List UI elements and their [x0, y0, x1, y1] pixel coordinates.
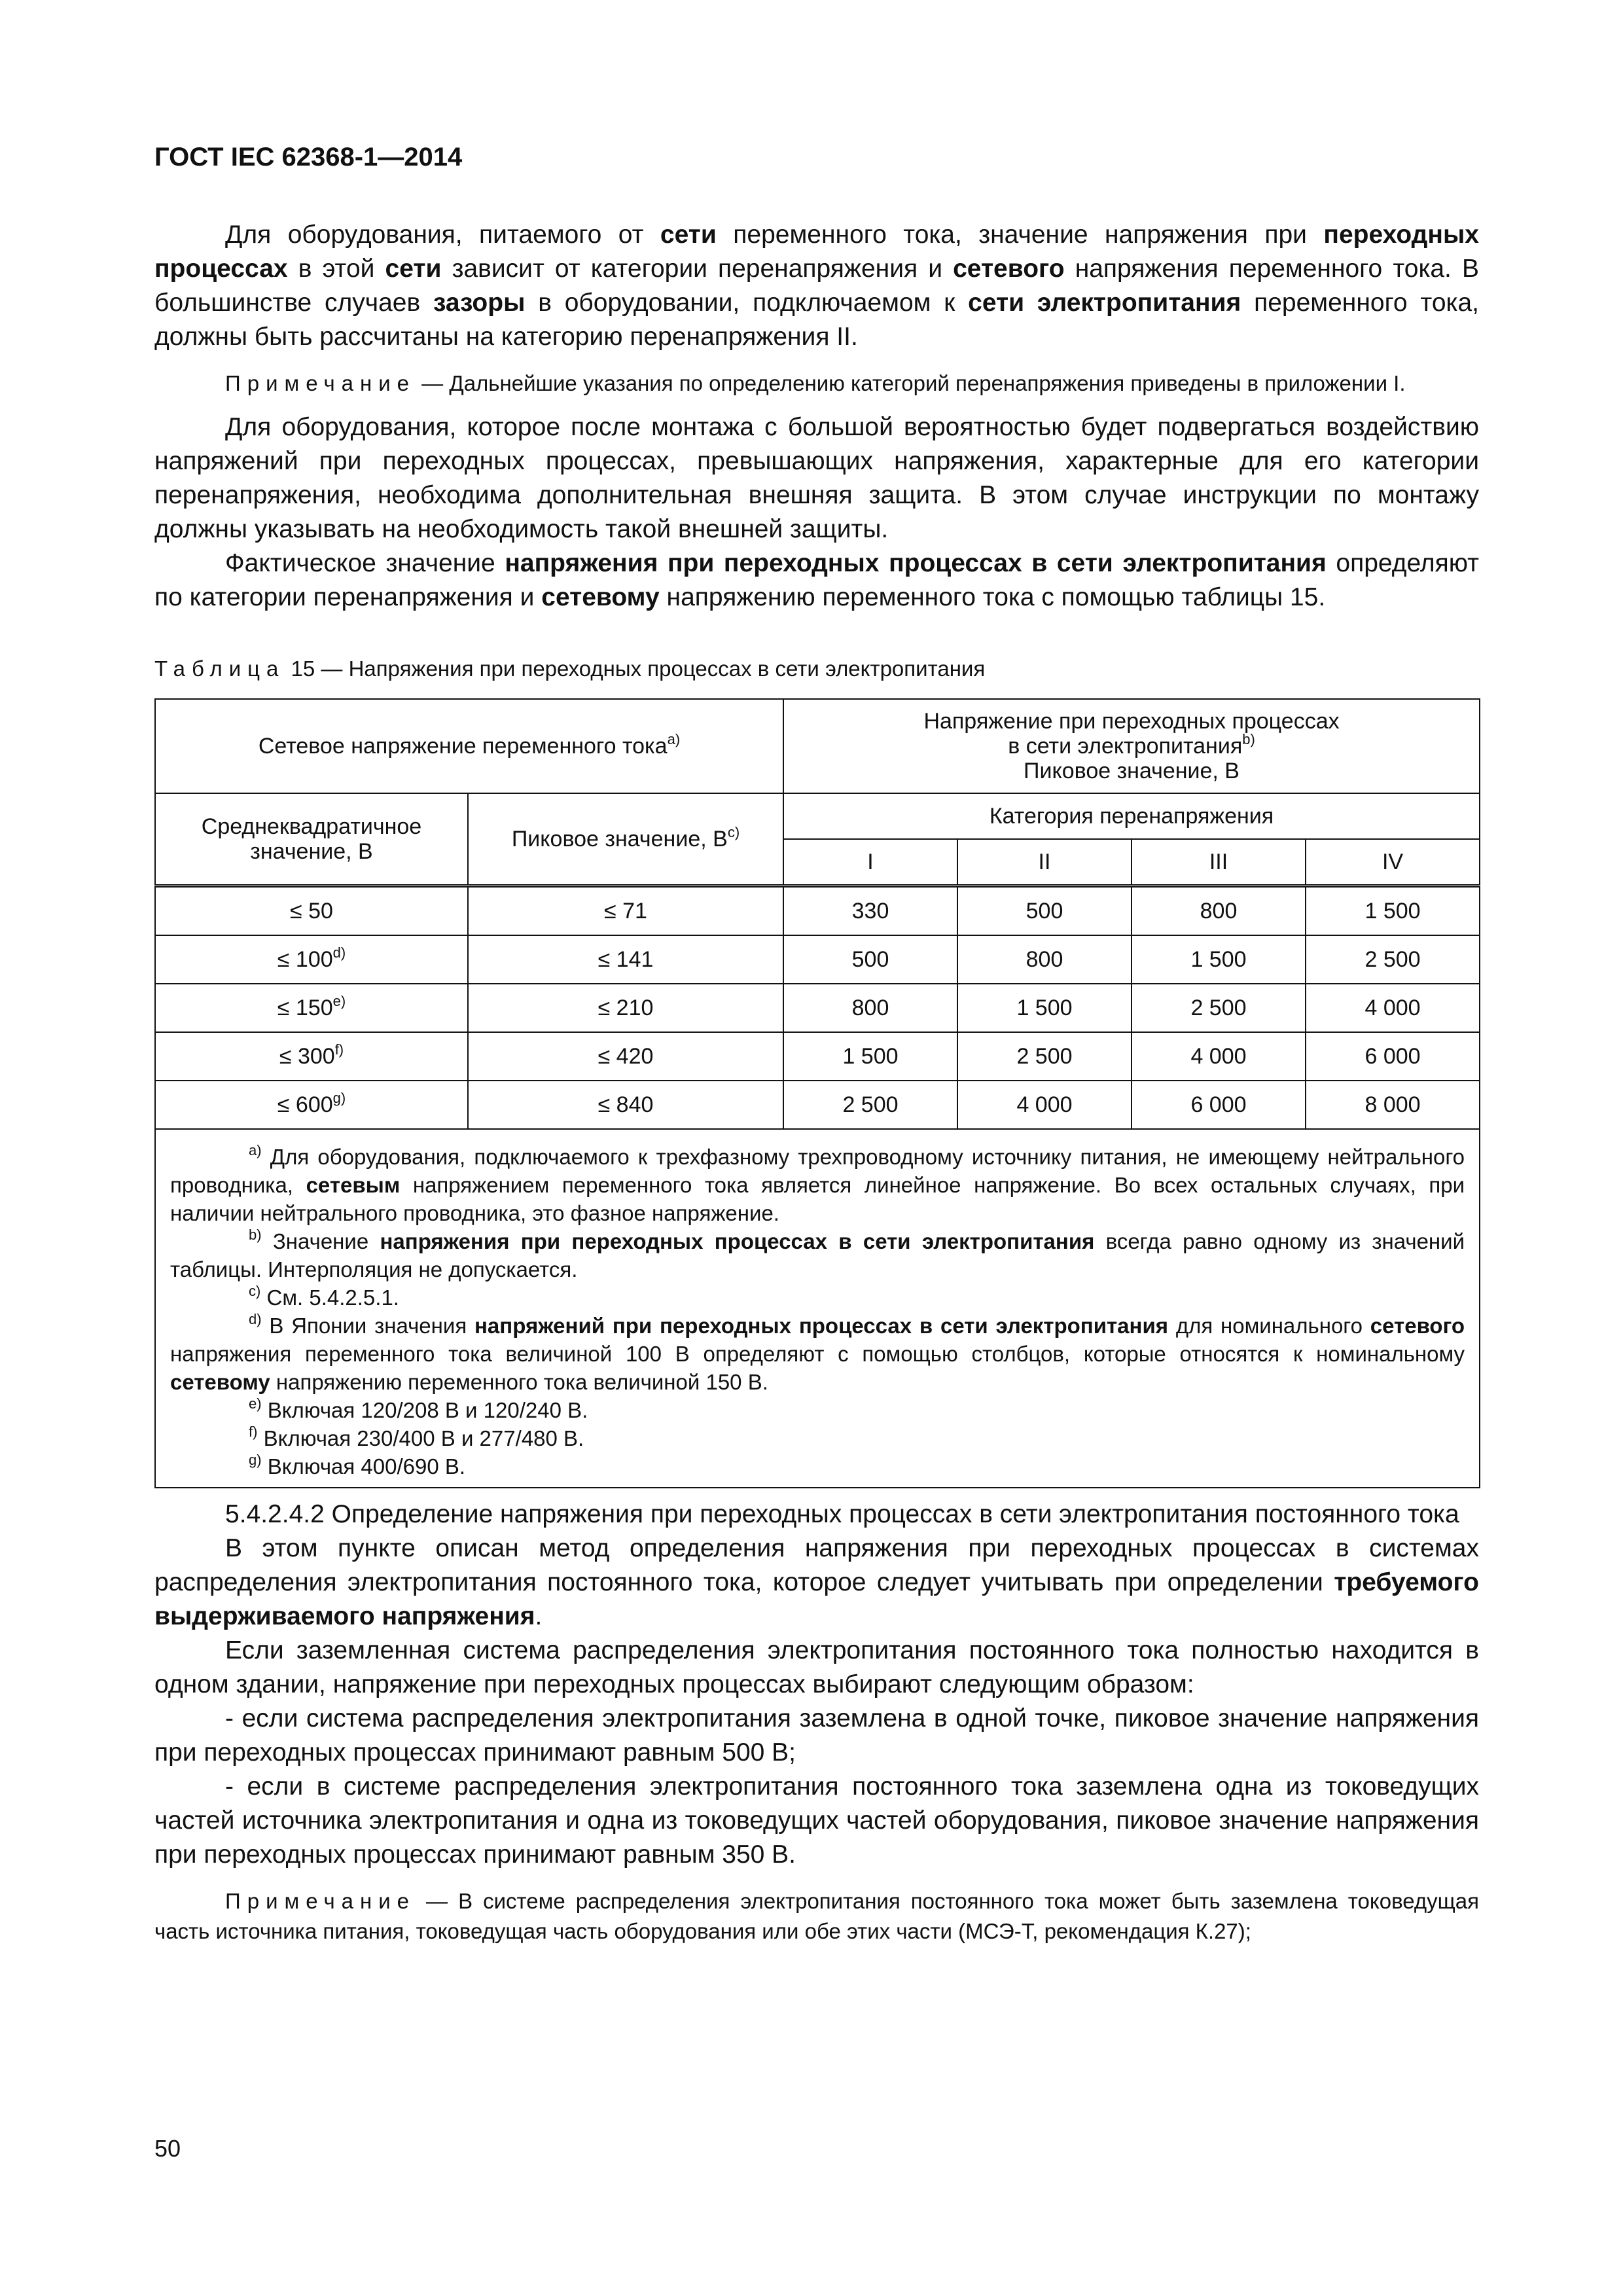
table-row: [155, 935, 1480, 984]
transient-value-cell: 500: [957, 886, 1132, 936]
note-label: Примечание: [225, 1889, 416, 1913]
transient-value-cell: 4 000: [1306, 984, 1480, 1032]
page-number: 50: [154, 2135, 181, 2162]
transient-value-cell: 8 000: [1306, 1081, 1480, 1129]
note-itu-t: [154, 1886, 1479, 1946]
header-peak: Пиковое значение, $В^{c)}$: [468, 793, 783, 886]
document-header: ГОСТ IEC 62368-1—2014: [154, 143, 463, 171]
transient-value-cell: 1 500: [1306, 886, 1480, 936]
category-cell: III: [1132, 839, 1306, 886]
footnote: $^{a)}$ Для оборудования, подключаемого к трехфазному трехпроводному источнику питания, не имеющему нейтрального проводника, сетевым напряжением переменного тока является линейное напряжение. Во всех остальных случаях, при наличии нейтрального проводника, это фазное напряжение.: [170, 1142, 1465, 1225]
transient-value-cell: 1 500: [1132, 935, 1306, 984]
header-category: Категория перенапряжения: [783, 793, 1480, 839]
paragraph-ac-mains: Для оборудования, питаемого от сети переменного тока, значение напряжения при переходных процессах в этой сети зависит от категории перенапряжения и сетевого напряжения переменного тока. В большинстве случаев зазоры в оборудовании, подключаемом к сети электропитания переменного тока, должны быть рассчитаны на категорию перенапряжения II.: [154, 221, 1479, 351]
transient-value-cell: 6 000: [1306, 1032, 1480, 1081]
table-caption: Таблица 15 — Напряжения при переходных процессах в сети электропитания: [154, 656, 986, 681]
note-text: — В системе распределения электропитания постоянного тока может быть заземлена токоведущая часть источника питания, токоведущая часть оборудования или обе этих части (МСЭ-Т, рекомендация К.27);: [154, 1889, 1479, 1943]
header-transient-voltage: Напряжение при переходных процессах в сети электропитания$^{b)}$ Пиковое значение, В: [783, 699, 1480, 793]
transient-value-cell: 4 000: [957, 1081, 1132, 1129]
note-annex-i: [154, 368, 1479, 399]
footnote: $^{b)}$ Значение напряжения при переходных процессах в сети электропитания всегда равно одному из значений таблицы. Интерполяция не допускается.: [170, 1227, 1465, 1282]
footnote: $^{c)}$ См. 5.4.2.5.1.: [249, 1283, 399, 1310]
rms-cell: ≤ $150^{e)}$: [155, 984, 468, 1032]
transient-value-cell: 4 000: [1132, 1032, 1306, 1081]
header-rms: Среднеквадратичное значение, В: [155, 793, 468, 886]
paragraph-dc-building: Если заземленная система распределения электропитания постоянного тока полностью находится в одном здании, напряжение при переходных процессах выбирают следующим образом:: [154, 1636, 1479, 1698]
peak-cell: ≤ 141: [468, 935, 783, 984]
table-body: [155, 886, 1480, 1130]
document-page: [154, 143, 1479, 1958]
transient-value-cell: 1 500: [783, 1032, 957, 1081]
transient-voltage-table: [154, 698, 1480, 1488]
table-row: [155, 886, 1480, 936]
category-cell: I: [783, 839, 957, 886]
category-cell: IV: [1306, 839, 1480, 886]
note-text: — Дальнейшие указания по определению категорий перенапряжения приведены в приложении I.: [416, 371, 1406, 395]
transient-value-cell: 2 500: [1306, 935, 1480, 984]
peak-cell: ≤ 71: [468, 886, 783, 936]
category-cell: II: [957, 839, 1132, 886]
rms-cell: ≤ $600^{g)}$: [155, 1081, 468, 1129]
note-label: Примечание: [225, 371, 416, 395]
table-row: [155, 1081, 1480, 1129]
list-item-single-point: - если система распределения электропитания заземлена в одной точке, пиковое значение напряжения при переходных процессах принимают равным 500 В;: [154, 1704, 1479, 1767]
footnote: $^{d)}$ В Японии значения напряжений при переходных процессах в сети электропитания для номинального сетевого напряжения переменного тока величиной 100 В определяют с помощью столбцов, которые относятся к номинальному сетевому напряжению переменного тока величиной 150 В.: [170, 1311, 1465, 1394]
transient-value-cell: 6 000: [1132, 1081, 1306, 1129]
peak-cell: ≤ 210: [468, 984, 783, 1032]
table-footnotes: [155, 1129, 1480, 1488]
table-row: [155, 984, 1480, 1032]
table-row: [155, 1032, 1480, 1081]
footnote: $^{e)}$ Включая 120/208 В и 120/240 В.: [249, 1395, 588, 1422]
peak-cell: ≤ 840: [468, 1081, 783, 1129]
clause-5-4-2-4-2-title: 5.4.2.4.2 Определение напряжения при переходных процессах в сети электропитания постоянного тока: [225, 1500, 1459, 1528]
transient-value-cell: 1 500: [957, 984, 1132, 1032]
transient-value-cell: 2 500: [1132, 984, 1306, 1032]
rms-cell: ≤ $100^{d)}$: [155, 935, 468, 984]
transient-value-cell: 330: [783, 886, 957, 936]
transient-value-cell: 2 500: [783, 1081, 957, 1129]
paragraph-external-protection: Для оборудования, которое после монтажа с большой вероятностью будет подвергаться воздействию напряжений при переходных процессах, превышающих напряжения, характерные для его категории перенапряжения, необходима дополнительная внешняя защита. В этом случае инструкции по монтажу должны указывать на необходимость такой внешней защиты.: [154, 413, 1479, 543]
rms-cell: ≤ $300^{f)}$: [155, 1032, 468, 1081]
footnote: $^{f)}$ Включая 230/400 В и 277/480 В.: [249, 1424, 584, 1450]
list-item-two-parts: - если в системе распределения электропитания постоянного тока заземлена одна из токоведущих частей источника электропитания и одна из токоведущих частей оборудования, пиковое значение напряжения при переходных процессах принимают равным 350 В.: [154, 1772, 1479, 1869]
peak-cell: ≤ 420: [468, 1032, 783, 1081]
footnote: $^{g)}$ Включая 400/690 В.: [249, 1452, 466, 1479]
transient-value-cell: 800: [957, 935, 1132, 984]
paragraph-dc-method: В этом пункте описан метод определения напряжения при переходных процессах в системах распределения электропитания постоянного тока, которое следует учитывать при определении требуемого выдерживаемого напряжения.: [154, 1534, 1479, 1630]
paragraph-actual-value: Фактическое значение напряжения при переходных процессах в сети электропитания определяют по категории перенапряжения и сетевому напряжению переменного тока с помощью таблицы 15.: [154, 549, 1479, 611]
transient-value-cell: 800: [783, 984, 957, 1032]
rms-cell: ≤ 50: [155, 886, 468, 936]
transient-value-cell: 800: [1132, 886, 1306, 936]
transient-value-cell: 500: [783, 935, 957, 984]
transient-value-cell: 2 500: [957, 1032, 1132, 1081]
header-mains-voltage: Сетевое напряжение переменного тока$^{a)}$: [155, 699, 783, 793]
